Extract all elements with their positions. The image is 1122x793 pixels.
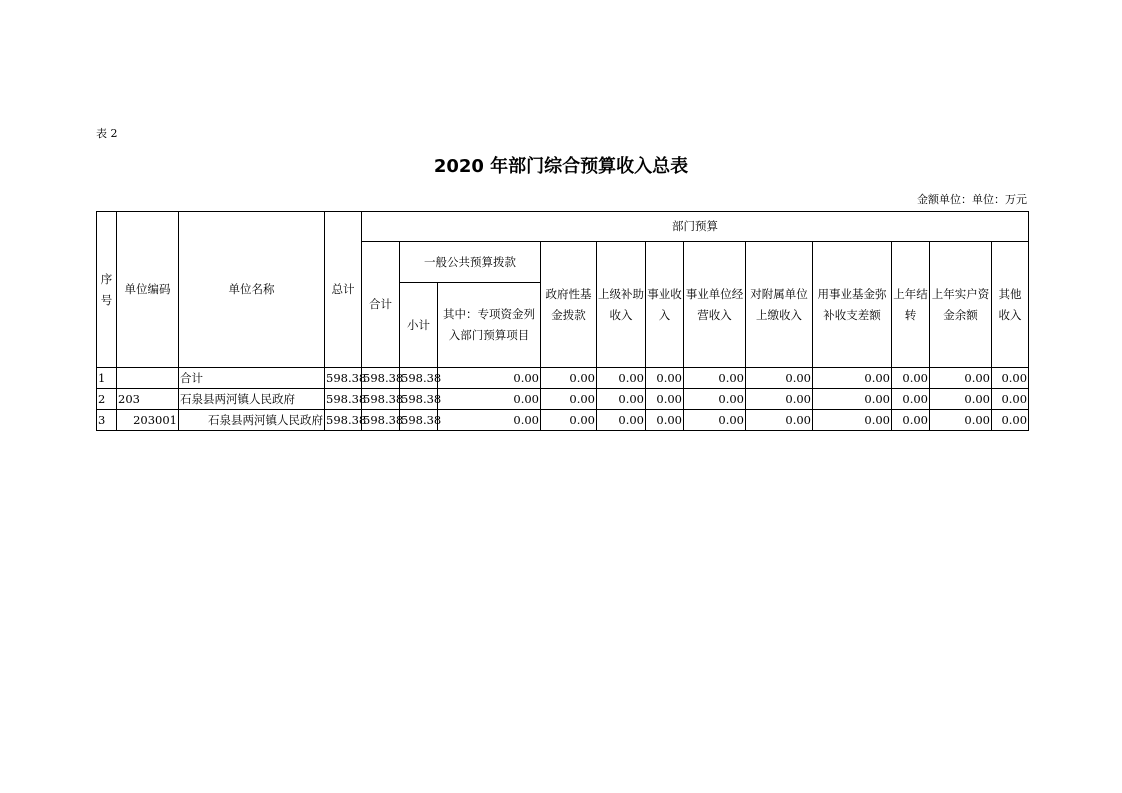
header-name: 单位名称 bbox=[179, 212, 325, 368]
header-superior: 上级补助收入 bbox=[597, 242, 646, 368]
cell-total: 598.38 bbox=[325, 389, 362, 410]
cell-code bbox=[117, 368, 179, 389]
cell-operation: 0.00 bbox=[684, 389, 746, 410]
cell-special: 0.00 bbox=[438, 389, 541, 410]
table-label: 表 2 bbox=[96, 127, 118, 140]
cell-gov-fund: 0.00 bbox=[541, 410, 597, 431]
unit-note: 金额单位：单位：万元 bbox=[917, 193, 1027, 206]
header-code: 单位编码 bbox=[117, 212, 179, 368]
cell-business: 0.00 bbox=[646, 389, 684, 410]
cell-code: 203001 bbox=[117, 410, 179, 431]
table-row bbox=[97, 410, 1029, 431]
cell-name: 石泉县两河镇人民政府 bbox=[179, 389, 325, 410]
cell-superior: 0.00 bbox=[597, 389, 646, 410]
cell-other: 0.00 bbox=[992, 410, 1029, 431]
cell-subtotal: 598.38 bbox=[400, 410, 438, 431]
cell-seq: 3 bbox=[97, 410, 117, 431]
cell-other: 0.00 bbox=[992, 368, 1029, 389]
header-other: 其他收入 bbox=[992, 242, 1029, 368]
header-seq: 序号 bbox=[97, 212, 117, 368]
cell-fund-gap: 0.00 bbox=[813, 368, 892, 389]
cell-name: 合计 bbox=[179, 368, 325, 389]
cell-total: 598.38 bbox=[325, 410, 362, 431]
header-general: 一般公共预算拨款 bbox=[400, 242, 541, 283]
header-subtotal: 小计 bbox=[400, 283, 438, 368]
cell-carryover: 0.00 bbox=[892, 389, 930, 410]
cell-seq: 2 bbox=[97, 389, 117, 410]
page-title: 2020 年部门综合预算收入总表 bbox=[433, 156, 689, 177]
cell-special: 0.00 bbox=[438, 410, 541, 431]
cell-gov-fund: 0.00 bbox=[541, 368, 597, 389]
cell-affiliated: 0.00 bbox=[746, 389, 813, 410]
header-sum: 合计 bbox=[362, 242, 400, 368]
header-business: 事业收入 bbox=[646, 242, 684, 368]
header-dept-budget: 部门预算 bbox=[362, 212, 1029, 242]
cell-carryover: 0.00 bbox=[892, 410, 930, 431]
header-operation: 事业单位经营收入 bbox=[684, 242, 746, 368]
cell-fund-gap: 0.00 bbox=[813, 389, 892, 410]
budget-revenue-table bbox=[96, 211, 1029, 431]
cell-business: 0.00 bbox=[646, 368, 684, 389]
cell-sum: 598.38 bbox=[362, 368, 400, 389]
cell-total: 598.38 bbox=[325, 368, 362, 389]
cell-gov-fund: 0.00 bbox=[541, 389, 597, 410]
header-gov-fund: 政府性基金拨款 bbox=[541, 242, 597, 368]
cell-sum: 598.38 bbox=[362, 410, 400, 431]
cell-operation: 0.00 bbox=[684, 368, 746, 389]
header-special: 其中：专项资金列入部门预算项目 bbox=[438, 283, 541, 368]
cell-subtotal: 598.38 bbox=[400, 389, 438, 410]
cell-balance: 0.00 bbox=[930, 368, 992, 389]
cell-fund-gap: 0.00 bbox=[813, 410, 892, 431]
cell-affiliated: 0.00 bbox=[746, 368, 813, 389]
cell-balance: 0.00 bbox=[930, 389, 992, 410]
cell-business: 0.00 bbox=[646, 410, 684, 431]
cell-seq: 1 bbox=[97, 368, 117, 389]
cell-code: 203 bbox=[117, 389, 179, 410]
header-total: 总计 bbox=[325, 212, 362, 368]
cell-carryover: 0.00 bbox=[892, 368, 930, 389]
header-balance: 上年实户资金余额 bbox=[930, 242, 992, 368]
cell-special: 0.00 bbox=[438, 368, 541, 389]
cell-operation: 0.00 bbox=[684, 410, 746, 431]
cell-superior: 0.00 bbox=[597, 410, 646, 431]
cell-sum: 598.38 bbox=[362, 389, 400, 410]
table-row bbox=[97, 368, 1029, 389]
header-affiliated: 对附属单位上缴收入 bbox=[746, 242, 813, 368]
cell-superior: 0.00 bbox=[597, 368, 646, 389]
cell-name: 石泉县两河镇人民政府 bbox=[179, 410, 325, 431]
cell-subtotal: 598.38 bbox=[400, 368, 438, 389]
cell-affiliated: 0.00 bbox=[746, 410, 813, 431]
table-row bbox=[97, 389, 1029, 410]
cell-balance: 0.00 bbox=[930, 410, 992, 431]
cell-other: 0.00 bbox=[992, 389, 1029, 410]
header-carryover: 上年结转 bbox=[892, 242, 930, 368]
header-fund-gap: 用事业基金弥补收支差额 bbox=[813, 242, 892, 368]
